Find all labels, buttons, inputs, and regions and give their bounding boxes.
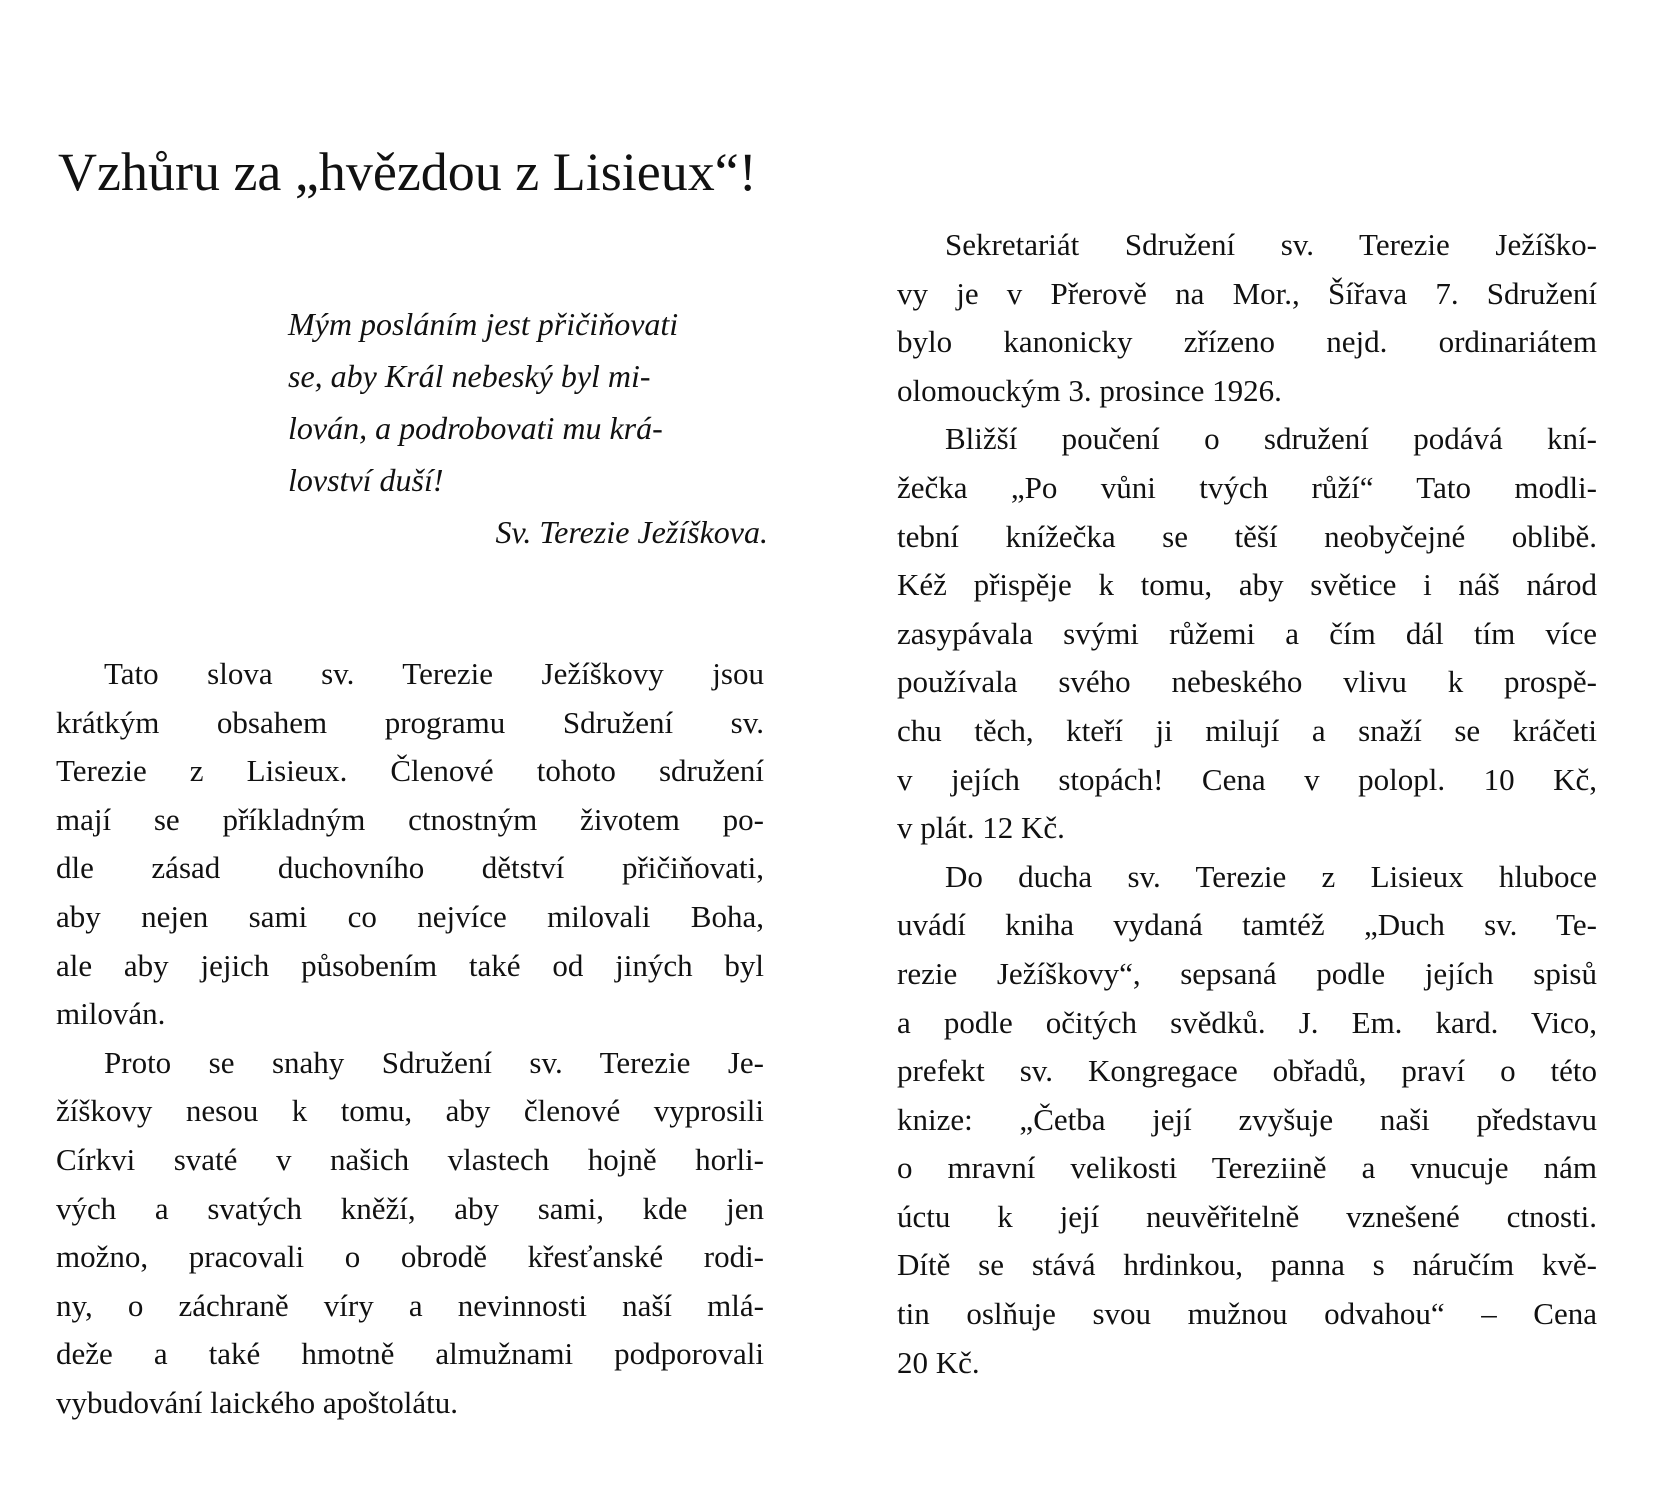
text-line: 20 Kč.	[897, 1344, 980, 1380]
text-line: chu těch, kteří ji milují a snaží se kráčeti	[897, 712, 1597, 748]
text-line: Sekretariát Sdružení sv. Terezie Ježíško-	[945, 227, 1597, 262]
text-line: prefekt sv. Kongregace obřadů, praví o této	[897, 1053, 1597, 1089]
text-line: v jejích stopách! Cena v polopl. 10 Kč,	[897, 761, 1597, 797]
text-line: ale aby jejich působením také od jiných byl	[56, 947, 764, 983]
text-line: zasypávala svými růžemi a čím dál tím více	[897, 615, 1597, 651]
text-line: o mravní velikosti Tereziině a vnucuje nám	[897, 1150, 1597, 1186]
text-line: a podle očitých svědků. J. Em. kard. Vico,	[897, 1004, 1597, 1040]
text-line: dle zásad duchovního dětství přičiňovati,	[56, 850, 764, 886]
right-column-text	[897, 221, 1597, 1387]
left-column-text	[56, 650, 764, 1428]
text-line: Proto se snahy Sdružení sv. Terezie Je-	[104, 1044, 764, 1080]
text-line: olomouckým 3. prosince 1926.	[897, 372, 1282, 408]
text-line: žečka „Po vůni tvých růží“ Tato modli-	[897, 469, 1597, 505]
text-line: vy je v Přerově na Mor., Šířava 7. Sdružení	[897, 275, 1597, 311]
text-line: Církvi svaté v našich vlastech hojně horli-	[56, 1141, 764, 1177]
motto-quote	[288, 298, 768, 558]
text-line: tební knížečka se těší neobyčejné oblibě.	[897, 518, 1597, 554]
page-title: Vzhůru za „hvězdou z Lisieux“!	[58, 142, 757, 202]
text-line: tin oslňuje svou mužnou odvahou“ – Cena	[897, 1296, 1597, 1332]
text-line: vybudování laického apoštolátu.	[56, 1384, 459, 1420]
motto-line: lovství duší!	[288, 462, 444, 498]
text-line: bylo kanonicky zřízeno nejd. ordinariátem	[897, 324, 1597, 360]
text-line: ny, o záchraně víry a nevinnosti naší mlá-	[56, 1287, 764, 1323]
text-line: Terezie z Lisieux. Členové tohoto sdružení	[56, 753, 764, 789]
text-line: v plát. 12 Kč.	[897, 810, 1065, 846]
text-line: Dítě se stává hrdinkou, panna s náručím kvě-	[897, 1247, 1597, 1283]
text-line: uvádí kniha vydaná tamtéž „Duch sv. Te-	[897, 907, 1597, 943]
motto-line: se, aby Král nebeský byl mi-	[288, 358, 651, 394]
text-line: úctu k její neuvěřitelně vznešené ctnosti.	[897, 1198, 1597, 1234]
text-line: rezie Ježíškovy“, sepsaná podle jejích spisů	[897, 955, 1597, 991]
text-line: Kéž přispěje k tomu, aby světice i náš národ	[897, 567, 1597, 603]
text-line: žíškovy nesou k tomu, aby členové vyprosili	[56, 1093, 764, 1129]
text-line: knize: „Četba její zvyšuje naši představu	[897, 1101, 1597, 1137]
text-line: Bližší poučení o sdružení podává kní-	[945, 421, 1597, 457]
text-line: možno, pracovali o obrodě křesťanské rodi-	[56, 1239, 764, 1275]
text-line: mají se příkladným ctnostným životem po-	[56, 801, 764, 837]
text-line: krátkým obsahem programu Sdružení sv.	[56, 704, 764, 740]
text-line: vých a svatých kněží, aby sami, kde jen	[56, 1190, 764, 1226]
motto-signature: Sv. Terezie Ježíškova.	[495, 514, 768, 550]
motto-line: lován, a podrobovati mu krá-	[288, 410, 663, 446]
text-line: Tato slova sv. Terezie Ježíškovy jsou	[104, 656, 764, 691]
motto-line: Mým posláním jest přičiňovati	[288, 306, 679, 342]
text-line: deže a také hmotně almužnami podporovali	[56, 1336, 764, 1372]
text-line: aby nejen sami co nejvíce milovali Boha,	[56, 898, 764, 934]
text-line: používala svého nebeského vlivu k prospě-	[897, 664, 1597, 700]
text-line: Do ducha sv. Terezie z Lisieux hluboce	[945, 858, 1597, 894]
text-line: milován.	[56, 996, 166, 1032]
